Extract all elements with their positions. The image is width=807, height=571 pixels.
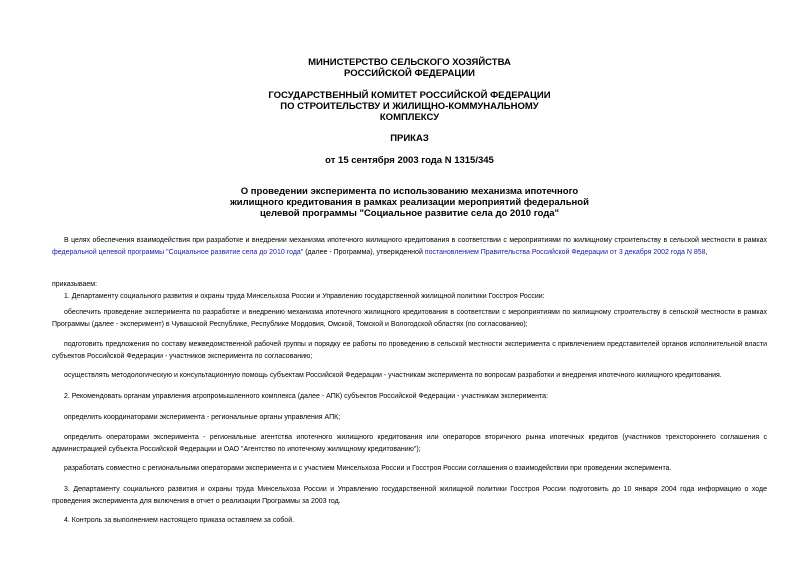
order-word: приказываем: bbox=[52, 281, 98, 288]
order-item-3: 3. Департаменту социального развития и охраны труда Минсельхоза России и Управлению государственной жилищной политики Госстроя России подготовить до 10 января 2004 года информацию о ходе проведения эксперимента для включения в отчет о реализации Программы за 2003 год. bbox=[52, 486, 767, 505]
committee-name: ГОСУДАРСТВЕННЫЙ КОМИТЕТ РОССИЙСКОЙ ФЕДЕРАЦИИ ПО СТРОИТЕЛЬСТВУ И ЖИЛИЩНО-КОММУНАЛЬНОМУ КОМПЛЕКСУ bbox=[268, 90, 551, 123]
ministry-name: МИНИСТЕРСТВО СЕЛЬСКОГО ХОЗЯЙСТВА РОССИЙСКОЙ ФЕДЕРАЦИИ bbox=[308, 57, 511, 79]
resolution-link[interactable]: постановлением Правительства Российской Федерации от 3 декабря 2002 года N 858 bbox=[424, 248, 706, 256]
order-item-1-b: подготовить предложения по составу межведомственной рабочей группы и порядку ее работы по проведению в сельской местности эксперимента с привлечением представителей органов исполнительной власти субъектов Российской Федерации - участников эксперимента по согласованию; bbox=[52, 341, 767, 360]
order-item-1: 1. Департаменту социального развития и охраны труда Минсельхоза России и Управлению государственной жилищной политики Госстроя России: bbox=[64, 293, 545, 300]
order-item-4: 4. Контроль за выполнением настоящего приказа оставляем за собой. bbox=[64, 517, 295, 524]
order-item-1-a: обеспечить проведение эксперимента по разработке и внедрению механизма ипотечного жилищного кредитования в соответствии с мероприятиями по жилищному строительству в сельской местности в рамках Программы (далее - эксперимент) в Чувашской Республике, Республике Мордовия, Омской, Томской и Вологодской областях (по согласованию); bbox=[52, 309, 767, 328]
order-item-2-a: определить координаторами эксперимента - региональные органы управления АПК; bbox=[64, 414, 341, 421]
order-item-1-c: осуществлять методологическую и консультационную помощь субъектам Российской Федерации - участникам эксперимента по вопросам разработки и внедрения ипотечного жилищного кредитования. bbox=[64, 372, 722, 379]
document-title: О проведении эксперимента по использованию механизма ипотечного жилищного кредитования в рамках реализации мероприятий федеральной целевой программы "Социальное развитие села до 2010 года" bbox=[230, 186, 589, 219]
program-link[interactable]: федеральной целевой программы "Социальное развитие села до 2010 года" bbox=[52, 248, 304, 256]
order-item-2: 2. Рекомендовать органам управления агропромышленного комплекса (далее - АПК) субъектов Российской Федерации - участникам эксперимента: bbox=[64, 393, 549, 400]
order-item-2-c: разработать совместно с региональными операторами эксперимента и с участием Минсельхоза России и Госстроя России соглашения о взаимодействии при проведении эксперимента. bbox=[64, 465, 672, 472]
order-item-2-b: определить операторами эксперимента - региональные агентства ипотечного жилищного кредитования или операторов вторичного рынка ипотечных кредитов (участников трехстороннего соглашения с администрацией субъекта Российской Федерации и ОАО "Агентство по ипотечному жилищному кредитованию"); bbox=[52, 434, 767, 453]
intro-paragraph: В целях обеспечения взаимодействия при разработке и внедрении механизма ипотечного жилищного кредитования в соответствии с мероприятиями по жилищному строительству в сельской местности в рамках федеральной целевой программы "Социальное развитие села до 2010 года" (далее - Программа), утвержденной постановлением Правительства Российской Федерации от 3 декабря 2002 года N 858, bbox=[52, 237, 767, 256]
document-type: ПРИКАЗ bbox=[390, 133, 429, 144]
document-date-number: от 15 сентября 2003 года N 1315/345 bbox=[325, 155, 494, 166]
